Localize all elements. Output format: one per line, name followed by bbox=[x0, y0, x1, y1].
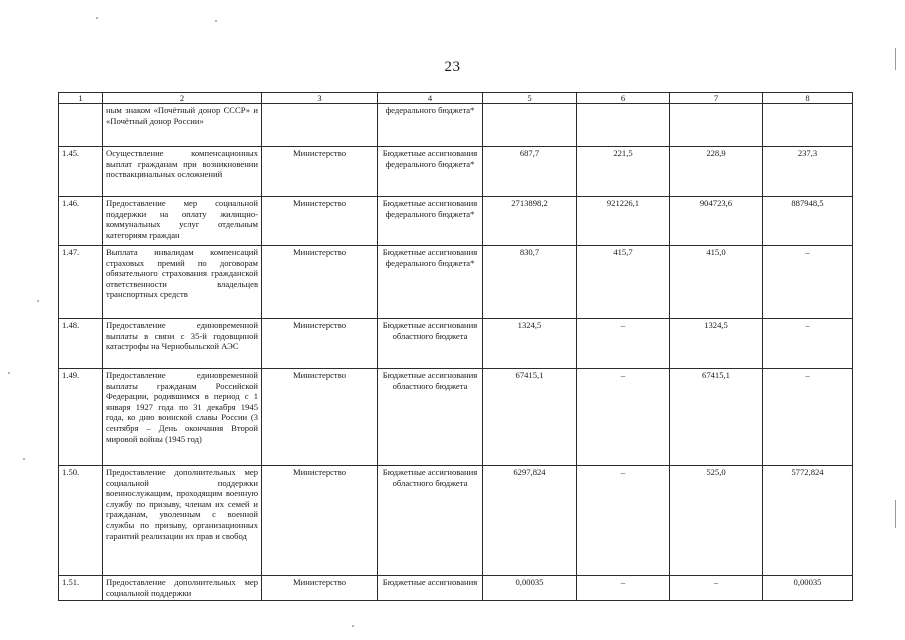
scan-speck bbox=[215, 20, 217, 22]
column-header: 4 bbox=[378, 93, 483, 104]
value-col6: 221,5 bbox=[577, 147, 670, 197]
measure-name: Предоставление единовременной выплаты гражданам Российской Федерации, родившимся в период с 1 января 1927 года по 31 декабря 1945 года, ко дню воинской славы России (3 сентября – День окончания Второй мировой войны (1945 год) bbox=[103, 369, 262, 466]
page-number: 23 bbox=[444, 59, 461, 75]
value-col8: 887948,5 bbox=[763, 197, 853, 246]
row-number bbox=[59, 104, 103, 147]
value-col5: 687,7 bbox=[483, 147, 577, 197]
funding-source: Бюджетные ассигнования федерального бюджета* bbox=[378, 197, 483, 246]
funding-source: федерального бюджета* bbox=[378, 104, 483, 147]
executor: Министерство bbox=[262, 369, 378, 466]
scan-speck bbox=[895, 48, 896, 70]
value-col8 bbox=[763, 104, 853, 147]
table-row bbox=[59, 319, 853, 369]
measure-name: Предоставление дополнительных мер социальной поддержки bbox=[103, 576, 262, 601]
row-number: 1.47. bbox=[59, 246, 103, 319]
table-row bbox=[59, 576, 853, 601]
table-row bbox=[59, 147, 853, 197]
value-col7: 1324,5 bbox=[670, 319, 763, 369]
value-col8: – bbox=[763, 246, 853, 319]
table-row bbox=[59, 197, 853, 246]
funding-source: Бюджетные ассигнования bbox=[378, 576, 483, 601]
column-header: 3 bbox=[262, 93, 378, 104]
value-col5 bbox=[483, 104, 577, 147]
value-col7: 67415,1 bbox=[670, 369, 763, 466]
row-number: 1.50. bbox=[59, 466, 103, 576]
table-header-row bbox=[59, 93, 853, 104]
value-col6: – bbox=[577, 576, 670, 601]
value-col7: 525,0 bbox=[670, 466, 763, 576]
table-row bbox=[59, 104, 853, 147]
funding-source: Бюджетные ассигнования областного бюджета bbox=[378, 369, 483, 466]
table-row bbox=[59, 466, 853, 576]
funding-source: Бюджетные ассигнования федерального бюджета* bbox=[378, 246, 483, 319]
value-col6: – bbox=[577, 319, 670, 369]
value-col8: 5772,824 bbox=[763, 466, 853, 576]
value-col5: 6297,824 bbox=[483, 466, 577, 576]
row-number: 1.49. bbox=[59, 369, 103, 466]
executor: Министерство bbox=[262, 576, 378, 601]
executor: Министерство bbox=[262, 147, 378, 197]
value-col7 bbox=[670, 104, 763, 147]
measure-name: Предоставление дополнительных мер социальной поддержки военнослужащим, проходящим военную службу по призыву, членам их семей и гражданам, уволенным с военной службы по призыву, организационных гарантий реализации их прав и свобод bbox=[103, 466, 262, 576]
value-col6 bbox=[577, 104, 670, 147]
value-col5: 0,00035 bbox=[483, 576, 577, 601]
scan-speck bbox=[23, 458, 25, 460]
value-col6: – bbox=[577, 369, 670, 466]
measure-name: Выплата инвалидам компенсаций страховых премий по договорам обязательного страхования гражданской ответственности владельцев транспортных средств bbox=[103, 246, 262, 319]
table-row bbox=[59, 369, 853, 466]
value-col5: 67415,1 bbox=[483, 369, 577, 466]
column-header: 1 bbox=[59, 93, 103, 104]
column-header: 5 bbox=[483, 93, 577, 104]
scan-speck bbox=[8, 372, 10, 374]
row-number: 1.45. bbox=[59, 147, 103, 197]
value-col7: – bbox=[670, 576, 763, 601]
value-col6: 415,7 bbox=[577, 246, 670, 319]
column-header: 7 bbox=[670, 93, 763, 104]
scan-speck bbox=[96, 17, 98, 19]
value-col8: – bbox=[763, 369, 853, 466]
value-col5: 830,7 bbox=[483, 246, 577, 319]
budget-table bbox=[58, 92, 853, 601]
executor: Министерство bbox=[262, 466, 378, 576]
scan-speck bbox=[895, 500, 896, 528]
value-col8: – bbox=[763, 319, 853, 369]
column-header: 8 bbox=[763, 93, 853, 104]
funding-source: Бюджетные ассигнования областного бюджета bbox=[378, 466, 483, 576]
value-col5: 1324,5 bbox=[483, 319, 577, 369]
value-col7: 415,0 bbox=[670, 246, 763, 319]
column-header: 2 bbox=[103, 93, 262, 104]
value-col6: 921226,1 bbox=[577, 197, 670, 246]
row-number: 1.51. bbox=[59, 576, 103, 601]
value-col5: 2713898,2 bbox=[483, 197, 577, 246]
funding-source: Бюджетные ассигнования областного бюджета bbox=[378, 319, 483, 369]
executor: Министерство bbox=[262, 197, 378, 246]
scan-speck bbox=[37, 300, 39, 302]
executor: Министерство bbox=[262, 319, 378, 369]
row-number: 1.48. bbox=[59, 319, 103, 369]
executor bbox=[262, 104, 378, 147]
column-header: 6 bbox=[577, 93, 670, 104]
measure-name: ным знаком «Почётный донор СССР» и «Почётный донор России» bbox=[103, 104, 262, 147]
value-col8: 0,00035 bbox=[763, 576, 853, 601]
executor: Министерство bbox=[262, 246, 378, 319]
scan-speck bbox=[352, 625, 354, 627]
table-row bbox=[59, 246, 853, 319]
measure-name: Осуществление компенсационных выплат гражданам при возникновении поствакцинальных осложнений bbox=[103, 147, 262, 197]
value-col7: 228,9 bbox=[670, 147, 763, 197]
value-col8: 237,3 bbox=[763, 147, 853, 197]
measure-name: Предоставление мер социальной поддержки на оплату жилищно-коммунальных услуг отдельным категориям граждан bbox=[103, 197, 262, 246]
value-col6: – bbox=[577, 466, 670, 576]
measure-name: Предоставление единовременной выплаты в связи с 35-й годовщиной катастрофы на Чернобыльской АЭС bbox=[103, 319, 262, 369]
value-col7: 904723,6 bbox=[670, 197, 763, 246]
funding-source: Бюджетные ассигнования федерального бюджета* bbox=[378, 147, 483, 197]
row-number: 1.46. bbox=[59, 197, 103, 246]
